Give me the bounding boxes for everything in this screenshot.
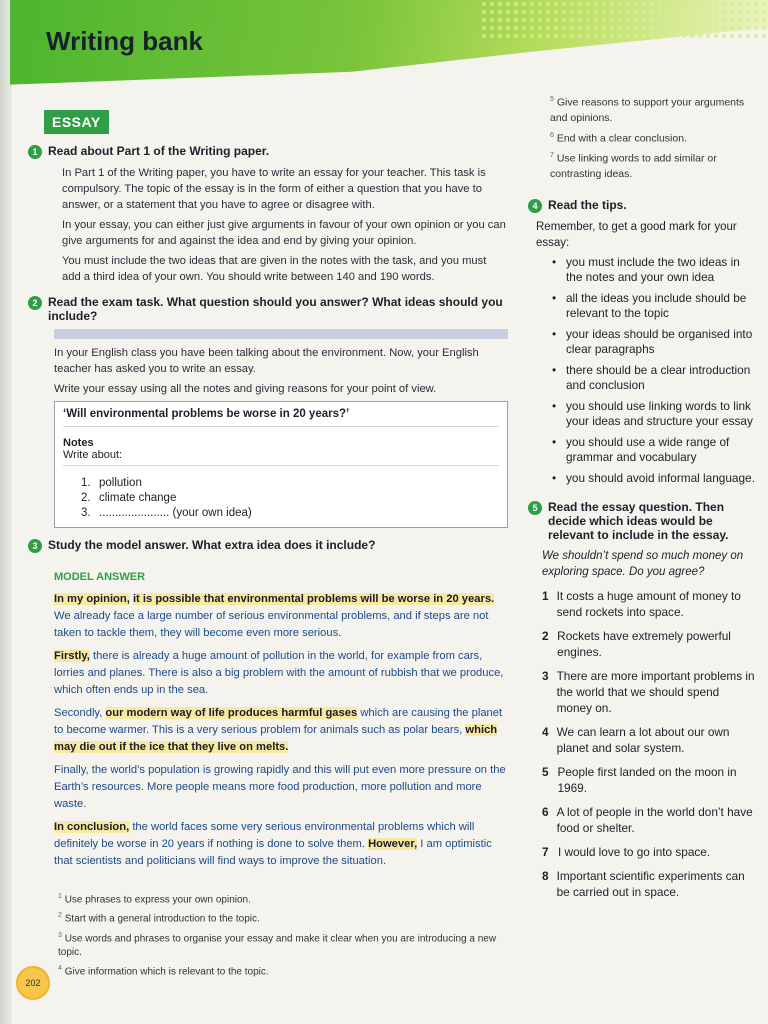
task-number-badge: 5 [528,501,542,515]
list-item: 8 Important scientific experiments can be carried out in space. [542,868,745,899]
list-item: • you should use a wide range of grammar and vocabulary [552,435,756,465]
list-item: • you should use linking words to link your ideas and structure your essay [552,399,756,429]
list-item: • you should avoid informal language. [552,471,756,486]
task-4-heading [528,198,756,213]
task-3-heading-text: Study the model answer. What extra idea does it include? [48,538,376,552]
task-1-paragraph-2: In your essay, you can either just give arguments in favour of your own opinion or you can give arguments for and against the idea and end by giving your opinion. [62,219,506,247]
exam-task-instruction: Write your essay using all the notes and giving reasons for your point of view. [54,383,437,395]
exam-task-intro: In your English class you have been talking about the environment. Now, your English teacher has asked you to write an essay. [54,347,479,375]
task-5 [528,500,756,900]
task-1-paragraph-3: You must include the two ideas that are given in the notes with the task, and you must add a third idea of your own. You should write between 140 and 190 words. [62,255,487,283]
task-4 [528,198,756,486]
list-item: 7 I would love to go into space. [542,844,711,859]
exam-task-bar [54,329,508,339]
task-3 [28,538,508,870]
task-3-heading [28,538,508,553]
task-number-badge: 2 [28,296,42,310]
model-paragraph-5: In conclusion, the world faces some very serious environmental problems which will definitely be worse in 20 years if nothing is done to solve them. However, I am optimistic that scientists and politicians will find ways to improve the situation. [54,821,492,867]
footnote: $^1$ Use phrases to express your own opinion. [58,893,251,906]
footnote: $^3$ Use words and phrases to organise your essay and make it clear when you are introducing a new topic. [58,931,497,958]
task-number-badge: 1 [28,145,42,159]
model-paragraph-1: In my opinion, it is possible that environmental problems will be worse in 20 years. We already face a large number of serious environmental problems, and if steps are not taken to tackle them, they will become even more serious. [54,593,495,639]
list-item: • your ideas should be organised into clear paragraphs [552,327,756,357]
right-column [528,92,756,908]
list-item: 3 There are more important problems in the world that we should spend money on. [542,668,755,715]
list-item: 2. climate change [81,492,177,504]
highlight: which may die out if the ice that they live on melts. [54,724,498,753]
exam-task [54,345,508,397]
list-item: 6 A lot of people in the world don’t have food or shelter. [542,804,753,835]
page-number: 202 [16,966,50,1000]
task-number-badge: 4 [528,199,542,213]
list-item: 1. pollution [81,477,142,489]
list-item: 2 Rockets have extremely powerful engines. [542,628,731,659]
model-paragraph-4: Finally, the world’s population is growing rapidly and this will put even more pressure on the Earth’s resources. More people means more food production, more pollution and more waste. [54,764,506,810]
task-1-heading-text: Read about Part 1 of the Writing paper. [48,144,270,158]
exam-question-box [54,401,508,528]
ideas-list [542,588,756,900]
footnote: $^4$ Give information which is relevant to the topic. [58,964,269,978]
highlight: it is possible that environmental problems will be worse in 20 years. [132,593,495,605]
tips-intro: Remember, to get a good mark for your essay: [536,220,737,249]
notes-subtitle: Write about: [63,449,499,466]
model-answer-label: MODEL ANSWER [54,571,146,583]
model-paragraph-2: Firstly, there is already a huge amount of pollution in the world, for example from cars, lorries and planes. There is also a big problem with the amount of rubbish that we produce, which often ends up in the sea. [54,650,504,696]
left-column [28,110,508,981]
list-item: 4 We can learn a lot about our own planet and solar system. [542,724,730,755]
task-1-paragraph-1: In Part 1 of the Writing paper, you have to write an essay for your teacher. This task is compulsory. The topic of the essay is in the form of either a question that you have to answer, or a statement that you have to agree or disagree with. [62,167,486,211]
task-5-heading [528,500,756,542]
list-item: 1 It costs a huge amount of money to send rockets into space. [542,588,741,619]
footnote: $^6$ End with a clear conclusion. [550,131,687,144]
page-edge [0,0,12,1024]
list-item: 3. ...................... (your own idea) [81,507,252,519]
notes-list [81,476,499,521]
list-item: • all the ideas you include should be relevant to the topic [552,291,756,321]
highlight: In conclusion, [54,821,130,833]
task-1-heading [28,144,508,159]
right-footnotes [550,92,756,182]
tips-list [552,255,756,486]
essay-section-badge: ESSAY [44,110,109,134]
footnote: $^2$ Start with a general introduction to the topic. [58,912,260,925]
list-item: 5 People first landed on the moon in 1969. [542,764,737,795]
exam-question: ‘Will environmental problems be worse in 20 years?’ [63,408,499,427]
highlight: our modern way of life produces harmful gases [105,707,358,719]
highlight: Firstly, [54,650,90,662]
task-5-heading-text: Read the essay question. Then decide which ideas would be relevant to include in the essay. [548,499,729,542]
page-title: Writing bank [46,26,203,56]
task-1 [28,144,508,285]
list-item: • there should be a clear introduction and conclusion [552,363,756,393]
task-4-heading-text: Read the tips. [548,197,627,212]
essay-question: We shouldn’t spend so much money on exploring space. Do you agree? [542,549,744,578]
footnote: $^5$ Give reasons to support your arguments and opinions. [550,96,745,124]
footnotes [58,890,508,979]
model-answer [54,591,508,870]
header-dots-pattern [480,0,768,40]
model-paragraph-3: Secondly, our modern way of life produces harmful gases which are causing the planet to become warmer. This is a very serious problem for animals such as polar bears, which may die out if the ice that they live on melts. [54,707,503,753]
task-2-heading-text: Read the exam task. What question should you answer? What ideas should you include? [48,295,503,323]
task-number-badge: 3 [28,539,42,553]
footnote: $^7$ Use linking words to add similar or contrasting ideas. [550,152,717,180]
task-2 [28,295,508,528]
list-item: • you must include the two ideas in the notes and your own idea [552,255,756,285]
highlight: In my opinion, [54,593,130,605]
notes-label: Notes [63,437,94,449]
task-2-heading [28,295,508,323]
highlight: However, [368,838,418,850]
